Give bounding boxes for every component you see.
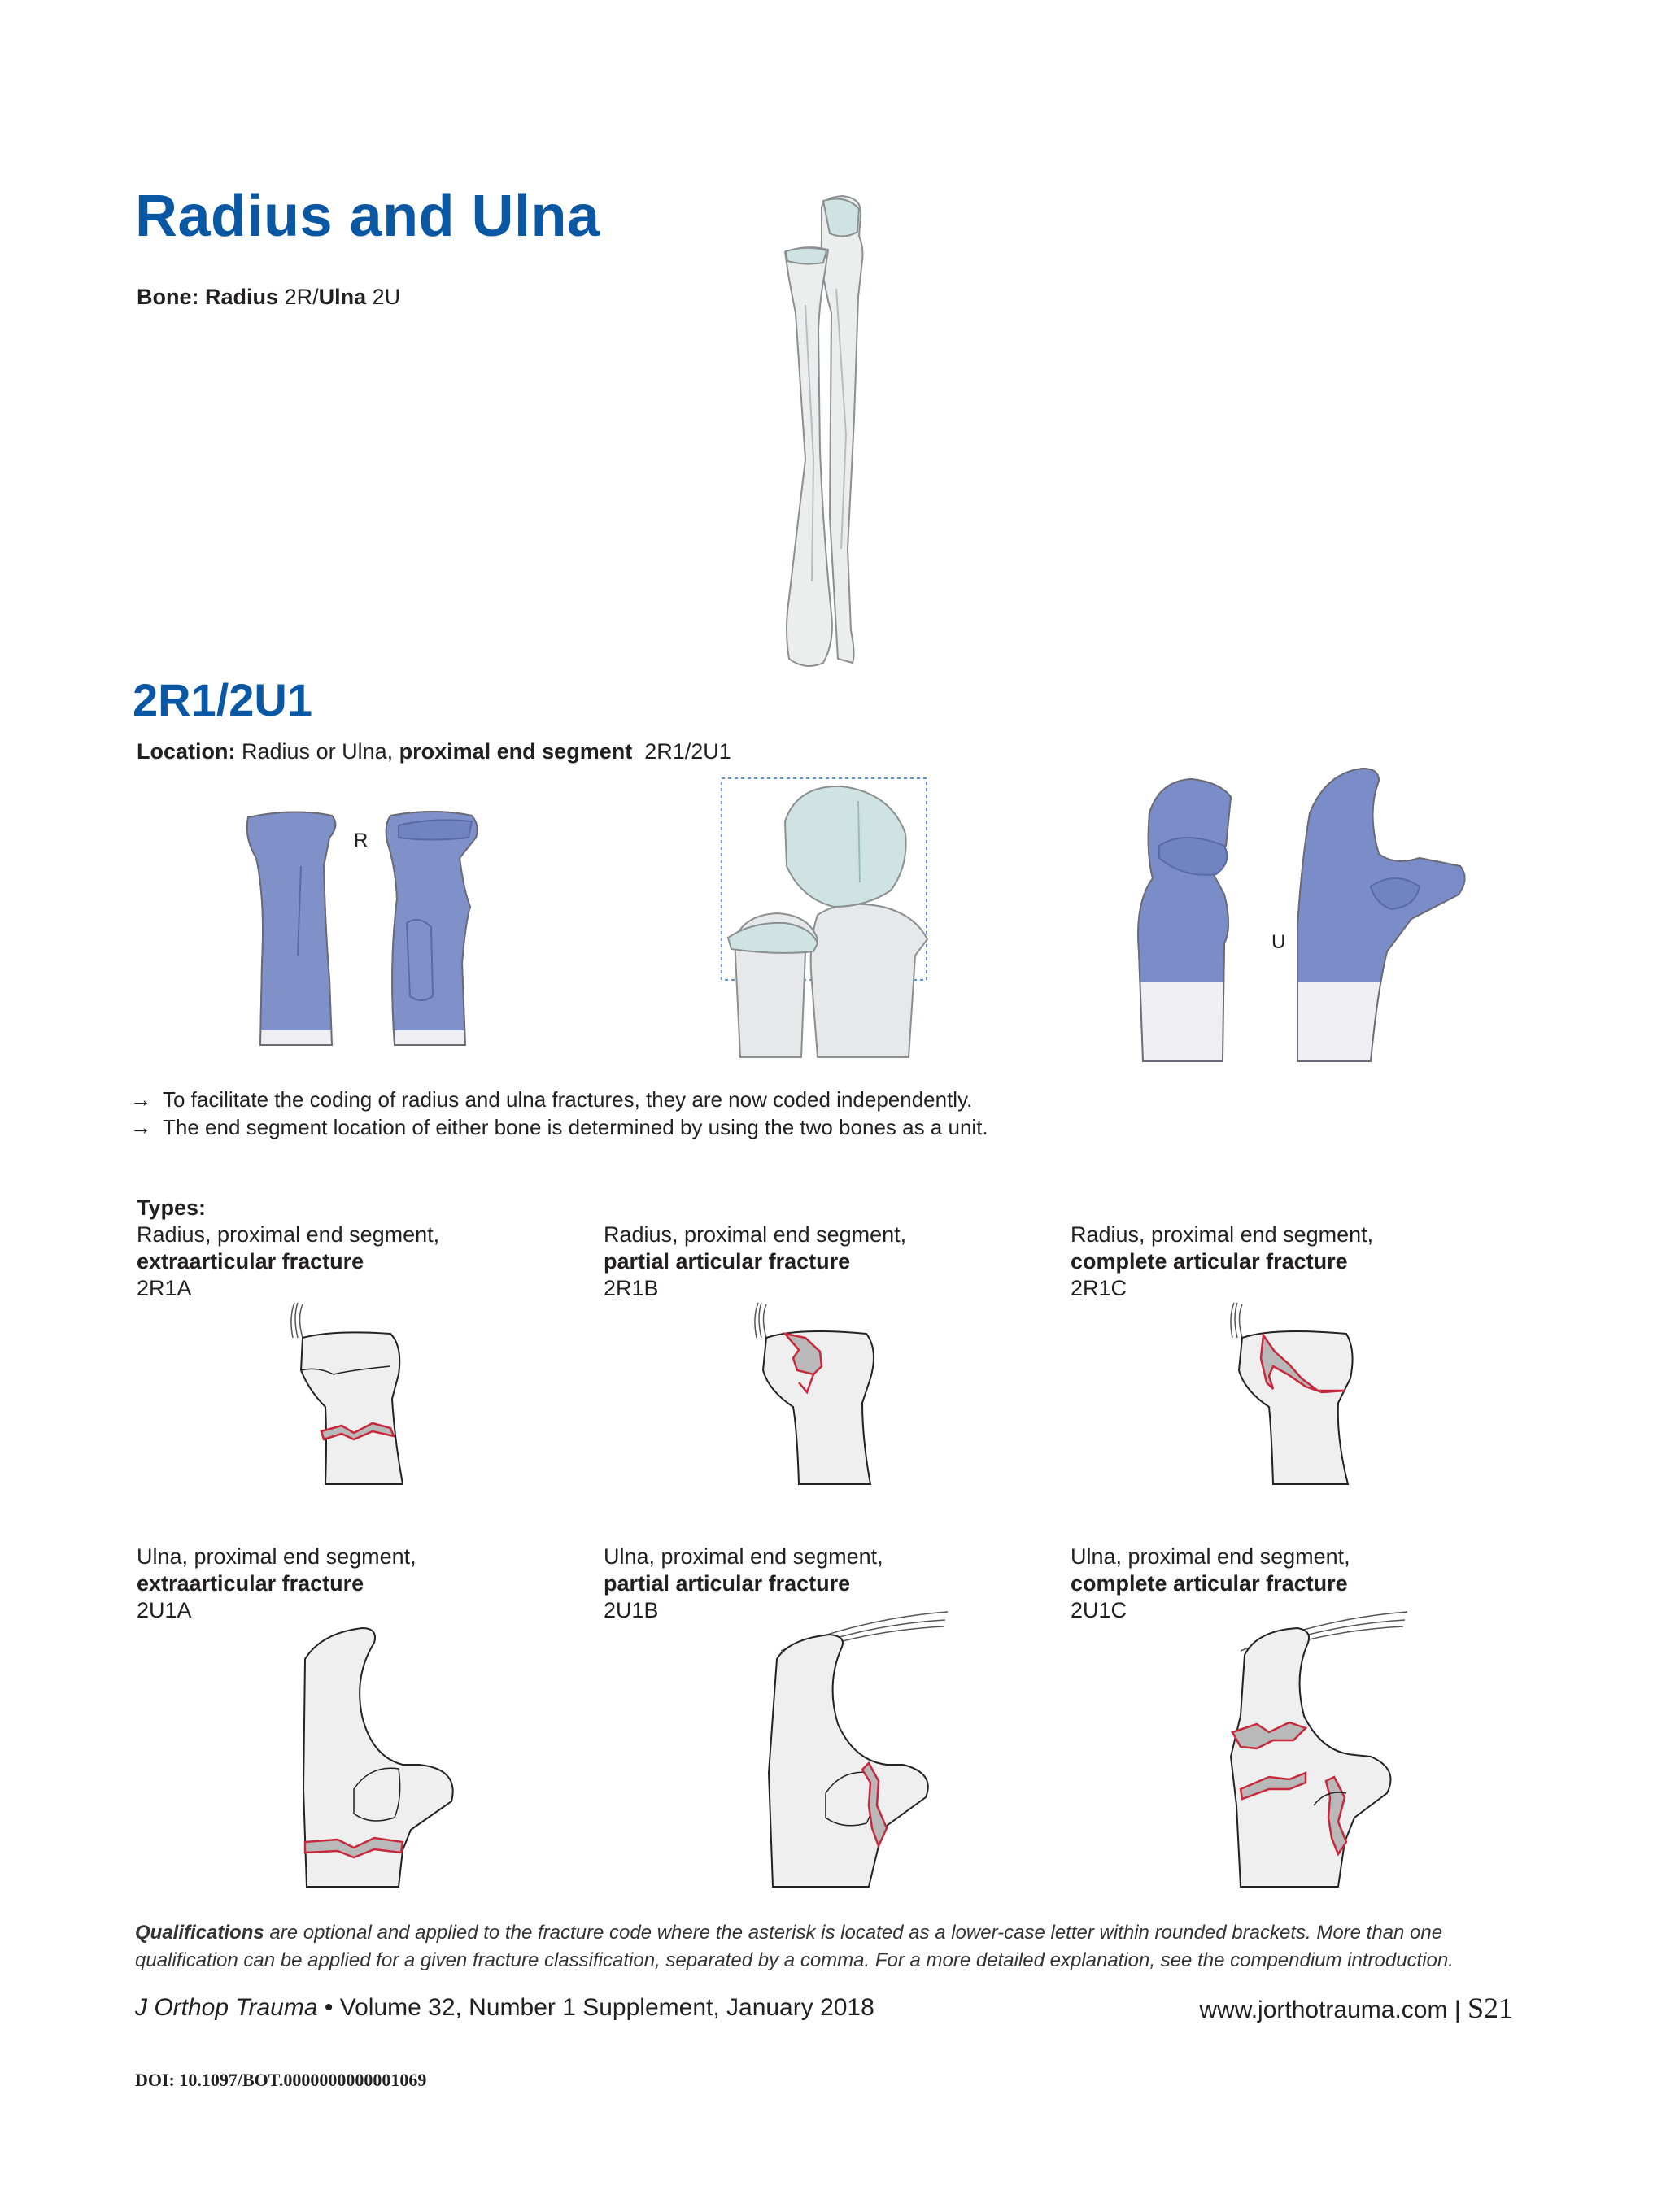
fracture-2r1b-drawing <box>748 1301 887 1484</box>
type-2u1a <box>137 1544 416 1624</box>
note-text: To facilitate the coding of radius and ulna fractures, they are now coded independently. <box>163 1087 973 1112</box>
type-line2: partial articular fracture <box>604 1571 851 1596</box>
forearm-illustration <box>773 191 895 679</box>
arrow-icon: → <box>130 1087 151 1112</box>
location-label: Location: <box>137 739 236 764</box>
bone-label: Bone: <box>137 285 199 309</box>
section-heading: 2R1/2U1 <box>133 674 313 725</box>
page-number: S21 <box>1467 1992 1513 2024</box>
location-text: Radius or Ulna, <box>242 739 394 764</box>
location-bold: proximal end segment <box>399 739 633 764</box>
footer-citation <box>135 1994 874 2022</box>
journal-issue: Volume 32, Number 1 Supplement, January 2018 <box>339 1994 874 2021</box>
bone-radius: Radius <box>205 285 279 309</box>
type-code: 2U1C <box>1071 1598 1127 1622</box>
journal-url[interactable]: www.jorthotrauma.com <box>1199 1996 1448 2023</box>
type-2r1a <box>137 1221 439 1302</box>
type-line1: Ulna, proximal end segment, <box>604 1544 883 1569</box>
radius-segment-figure <box>236 801 504 1053</box>
notes-list <box>130 1086 988 1141</box>
type-line1: Radius, proximal end segment, <box>137 1222 440 1247</box>
qualifications-text: are optional and applied to the fracture code where the asterisk is located as a lower-case letter within rounded brackets. More than one qualification can be applied for a given fracture classification, separated by a comma. For a more detailed explanation, see the compendium introduction. <box>135 1922 1454 1971</box>
fracture-2r1a-drawing <box>285 1301 415 1484</box>
bone-radius-code: 2R/ <box>284 285 319 309</box>
journal-name: J Orthop Trauma <box>135 1994 318 2021</box>
type-code: 2R1C <box>1071 1276 1127 1300</box>
qualifications-note <box>135 1919 1534 1975</box>
proximal-joint-figure <box>720 777 931 1057</box>
type-line1: Radius, proximal end segment, <box>1071 1222 1374 1247</box>
bone-ulna: Ulna <box>318 285 367 309</box>
note-item <box>130 1113 988 1141</box>
type-line2: partial articular fracture <box>604 1249 851 1274</box>
types-heading: Types: <box>137 1195 207 1220</box>
figure-letter-r: R <box>354 830 369 851</box>
type-code: 2U1B <box>604 1598 659 1622</box>
type-line2: extraarticular fracture <box>137 1249 364 1274</box>
arrow-icon: → <box>130 1115 151 1139</box>
fracture-2r1c-drawing <box>1224 1301 1363 1484</box>
location-line <box>137 739 731 764</box>
bone-line <box>137 285 400 310</box>
fracture-2u1c-drawing <box>1224 1610 1411 1887</box>
type-line1: Radius, proximal end segment, <box>604 1222 907 1247</box>
type-code: 2U1A <box>137 1598 192 1622</box>
type-line1: Ulna, proximal end segment, <box>1071 1544 1350 1569</box>
qualifications-bold: Qualifications <box>135 1922 264 1944</box>
fracture-2u1b-drawing <box>765 1610 952 1887</box>
type-line2: extraarticular fracture <box>137 1571 364 1596</box>
ulna-segment-figure <box>1135 764 1476 1061</box>
type-2r1c <box>1071 1221 1373 1302</box>
type-line1: Ulna, proximal end segment, <box>137 1544 416 1569</box>
type-line2: complete articular fracture <box>1071 1571 1348 1596</box>
note-item <box>130 1086 988 1113</box>
footer-sep: | <box>1454 1996 1461 2023</box>
page-title: Radius and Ulna <box>135 184 600 249</box>
type-2r1b <box>604 1221 906 1302</box>
type-line2: complete articular fracture <box>1071 1249 1348 1274</box>
note-text: The end segment location of either bone is determined by using the two bones as a unit. <box>163 1115 988 1139</box>
location-code: 2R1/2U1 <box>644 739 731 764</box>
bone-ulna-code: 2U <box>372 285 401 309</box>
footer-bullet: • <box>324 1994 334 2021</box>
doi: DOI: 10.1097/BOT.0000000000001069 <box>135 2070 427 2090</box>
type-code: 2R1B <box>604 1276 659 1300</box>
fracture-2u1a-drawing <box>297 1626 468 1887</box>
footer-right <box>1139 1991 1513 2025</box>
figure-letter-u: U <box>1271 931 1286 953</box>
type-code: 2R1A <box>137 1276 192 1300</box>
